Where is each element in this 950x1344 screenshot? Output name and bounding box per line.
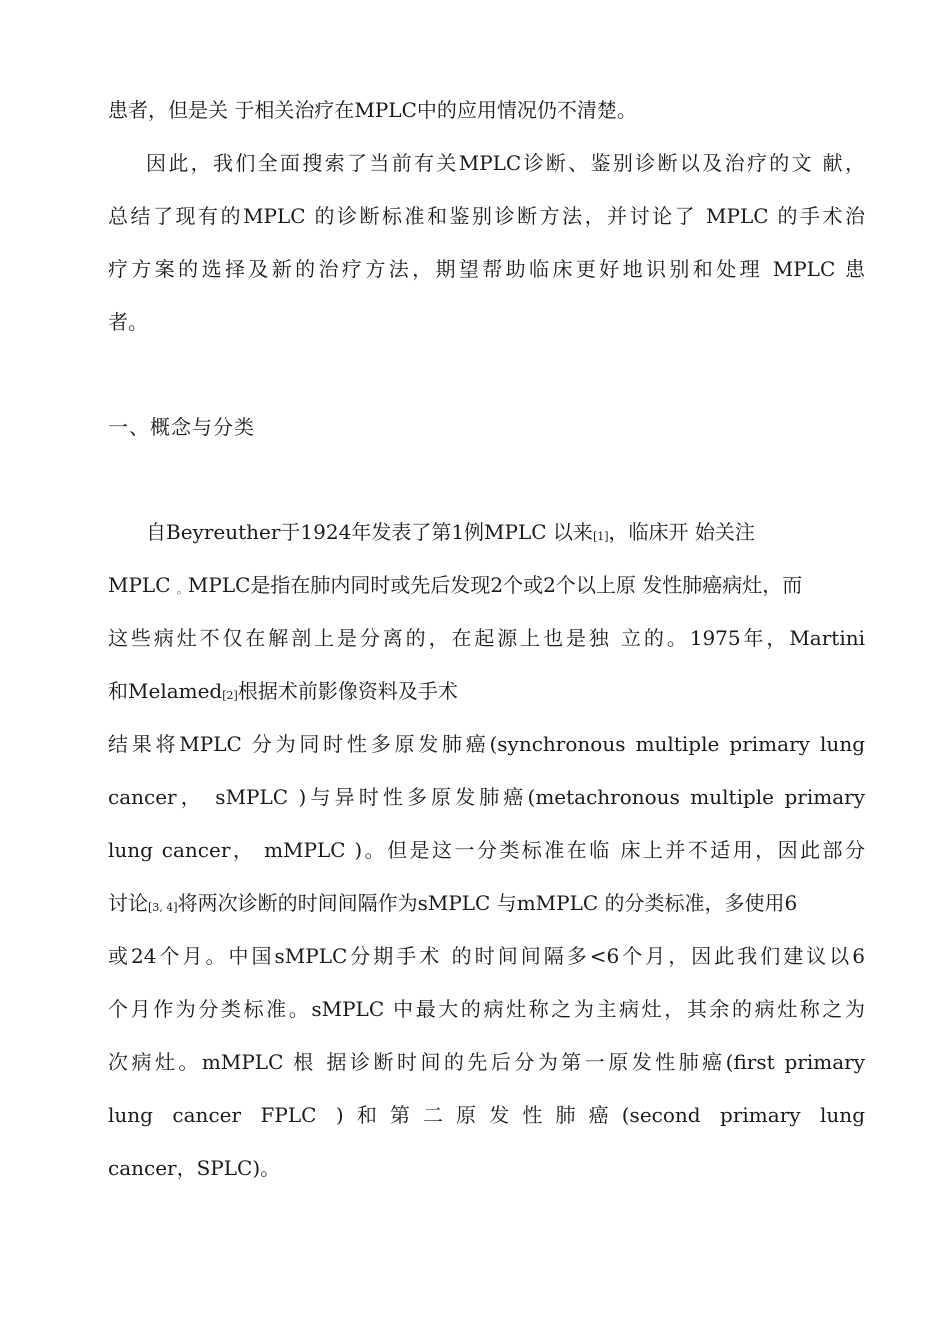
- paragraph-2-line-1: [146, 518, 865, 546]
- text-segment: 自Beyreuther于1924年发表了第1例MPLC 以来: [146, 520, 593, 544]
- citation-ref-3-4: [3, 4]: [148, 901, 178, 914]
- paragraph-2-line-11: 次病灶。mMPLC 根 据诊断时间的先后分为第一原发性肺癌(first primary: [108, 1050, 865, 1074]
- text-segment: MPLC: [108, 573, 177, 597]
- paragraph-2-line-5: 结果将MPLC 分为同时性多原发肺癌(synchronous multiple primary lung: [108, 732, 865, 756]
- text-segment: 讨论: [108, 891, 148, 915]
- paragraph-2-line-7: lung cancer， mMPLC )。但是这一分类标准在临 床上并不适用，因此部分: [108, 838, 865, 862]
- paragraph-2-line-9: 或24个月。中国sMPLC分期手术 的时间间隔多<6个月，因此我们建议以6: [108, 944, 865, 968]
- paragraph-2-line-6: cancer， sMPLC )与异时性多原发肺癌(metachronous multiple primary: [108, 785, 865, 809]
- text-segment: MPLC是指在肺内同时或先后发现2个或2个以上原 发性肺癌病灶，而: [187, 573, 803, 597]
- citation-ref-2: [2]: [222, 689, 238, 702]
- paragraph-2-line-13: cancer，SPLC)。: [108, 1156, 281, 1180]
- text-segment: 根据术前影像资料及手术: [237, 679, 458, 703]
- paragraph-2-line-12: lung cancer FPLC )和第二原发性肺癌(second primary lung: [108, 1103, 865, 1127]
- paragraph-2-line-10: 个月作为分类标准。sMPLC 中最大的病灶称之为主病灶，其余的病灶称之为: [108, 997, 865, 1021]
- text-segment: 将两次诊断的时间间隔作为sMPLC 与mMPLC 的分类标准，多使用6: [177, 891, 798, 915]
- paragraph-1-line-1: 因此，我们全面搜索了当前有关MPLC诊断、鉴别诊断以及治疗的文 献，: [146, 151, 865, 175]
- paragraph-2-line-4: [108, 677, 865, 705]
- paragraph-2-line-8: [108, 889, 865, 917]
- paragraph-1-line-4: 者。: [108, 310, 148, 334]
- text-segment: 和Melamed: [108, 679, 223, 703]
- section-heading: 一、概念与分类: [108, 415, 255, 439]
- citation-ref-1: [1]: [592, 530, 609, 543]
- text-segment: ，临床开 始关注: [608, 520, 755, 544]
- paragraph-2-line-3: 这些病灶不仅在解剖上是分离的，在起源上也是独 立的。1975年，Martini: [108, 626, 865, 650]
- paragraph-2-line-2: [108, 571, 865, 599]
- small-period: 。: [176, 583, 188, 596]
- paragraph-1-line-3: 疗方案的选择及新的治疗方法，期望帮助临床更好地识别和处理 MPLC 患: [108, 257, 865, 281]
- paragraph-1-line-2: 总结了现有的MPLC 的诊断标准和鉴别诊断方法，并讨论了 MPLC 的手术治: [108, 204, 865, 228]
- paragraph-0-line-1: 患者，但是关 于相关治疗在MPLC中的应用情况仍不清楚。: [108, 98, 637, 122]
